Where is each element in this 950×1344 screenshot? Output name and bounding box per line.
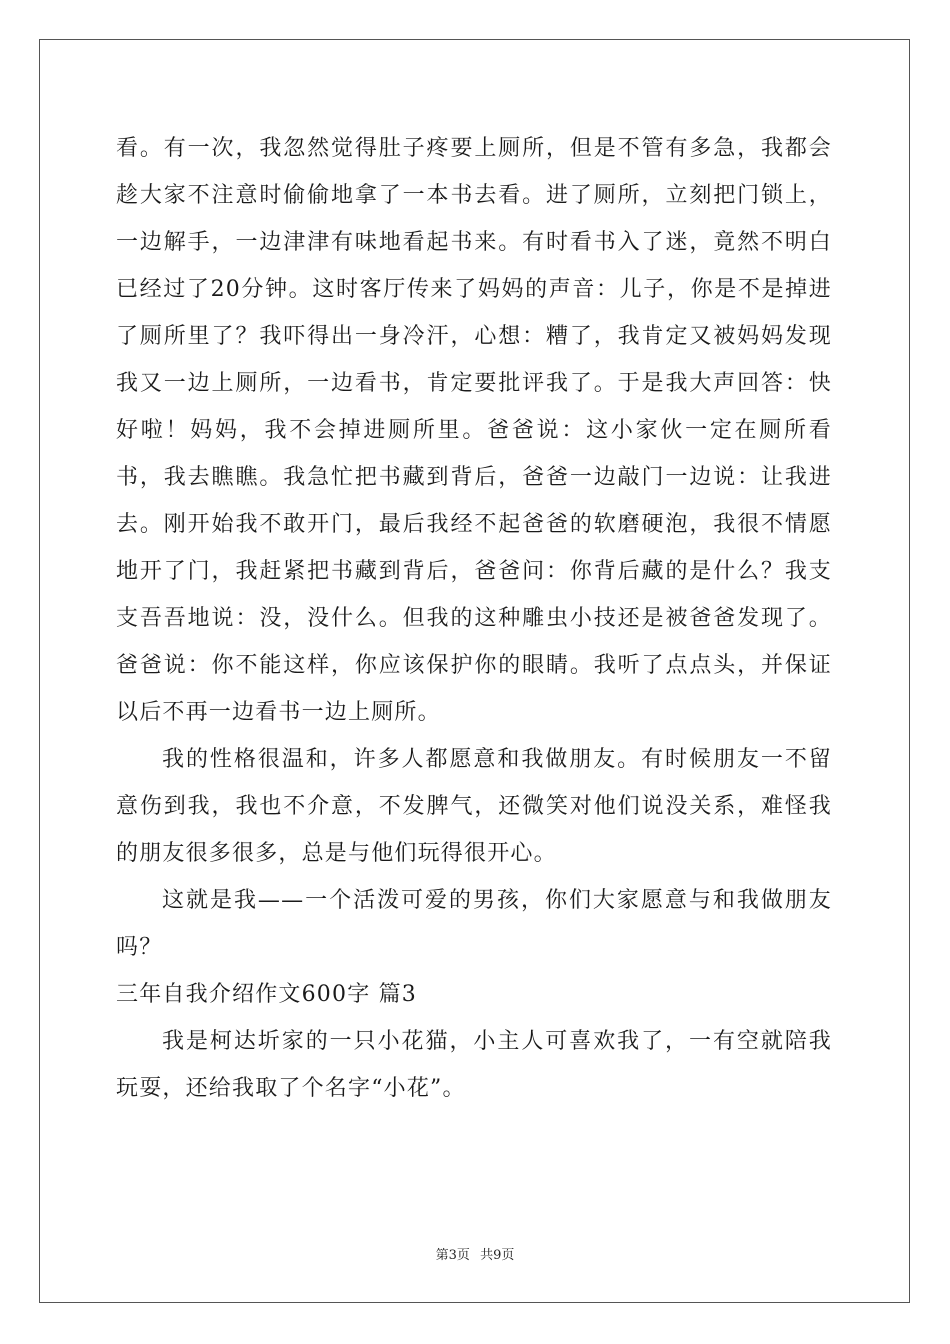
page-footer <box>0 1244 950 1263</box>
page-number: 第3页 <box>435 1248 470 1263</box>
section-heading: 三年自我介绍作文600字 篇3 <box>116 982 417 1007</box>
document-body <box>116 125 832 1112</box>
paragraph-personality: 我的性格很温和，许多人都愿意和我做朋友。有时候朋友一不留意伤到我，我也不介意，不发脾气，还微笑对他们说没关系，难怪我的朋友很多很多，总是与他们玩得很开心。 <box>116 747 832 866</box>
paragraph-cat-intro: 我是柯达圻家的一只小花猫，小主人可喜欢我了，一有空就陪我玩耍，还给我取了个名字“小花”。 <box>116 1029 832 1101</box>
page-total: 共9页 <box>480 1248 515 1263</box>
paragraph-toilet-story: 看。有一次，我忽然觉得肚子疼要上厕所，但是不管有多急，我都会趁大家不注意时偷偷地拿了一本书去看。进了厕所，立刻把门锁上，一边解手，一边津津有味地看起书来。有时看书入了迷，竟然不明白已经过了20分钟。这时客厅传来了妈妈的声音：儿子，你是不是掉进了厕所里了？我吓得出一身冷汗，心想：糟了，我肯定又被妈妈发现我又一边上厕所，一边看书，肯定要批评我了。于是我大声回答：快好啦！妈妈，我不会掉进厕所里。爸爸说：这小家伙一定在厕所看书，我去瞧瞧。我急忙把书藏到背后，爸爸一边敲门一边说：让我进去。刚开始我不敢开门，最后我经不起爸爸的软磨硬泡，我很不情愿地开了门，我赶紧把书藏到背后，爸爸问：你背后藏的是什么？我支支吾吾地说：没，没什么。但我的这种雕虫小技还是被爸爸发现了。爸爸说：你不能这样，你应该保护你的眼睛。我听了点点头，并保证以后不再一边看书一边上厕所。 <box>116 136 832 725</box>
paragraph-conclusion: 这就是我——一个活泼可爱的男孩，你们大家愿意与和我做朋友吗？ <box>116 888 832 960</box>
